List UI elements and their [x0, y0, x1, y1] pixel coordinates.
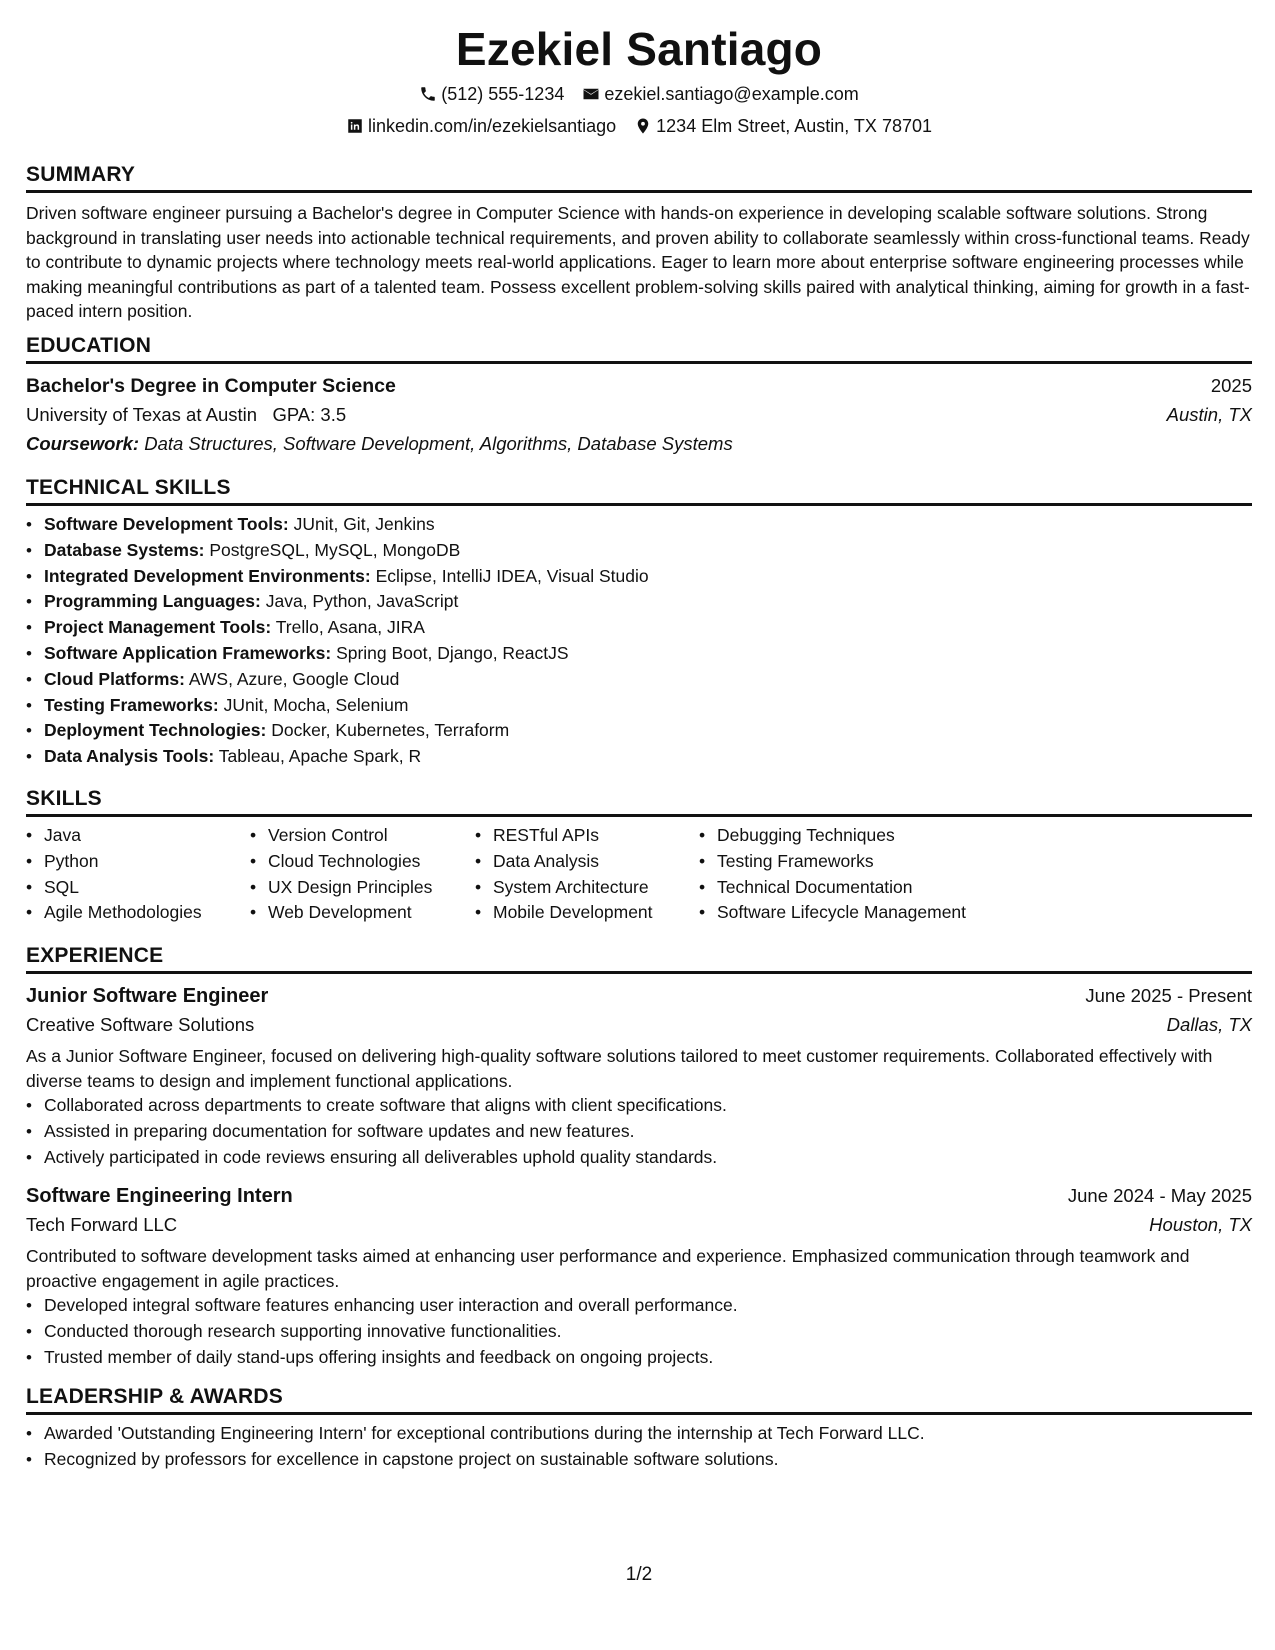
list-item: • UX Design Principles	[268, 875, 475, 901]
graduation-year: 2025	[1210, 375, 1252, 396]
list-item: • Version Control	[268, 823, 475, 849]
list-item: • Software Lifecycle Management	[717, 900, 1017, 926]
job-bullets	[26, 1093, 1252, 1170]
section-title: TECHNICAL SKILLS	[26, 476, 231, 499]
section-divider	[26, 971, 1252, 974]
list-item: • RESTful APIs	[493, 823, 699, 849]
skill-category: Software Application Frameworks:	[44, 642, 332, 663]
skill-category: Deployment Technologies:	[44, 720, 267, 741]
job-company-row	[26, 1210, 1252, 1240]
list-item: • Cloud Technologies	[268, 849, 475, 875]
list-item: • Actively participated in code reviews ensuring all deliverables uphold quality standards.	[44, 1145, 1252, 1171]
page-number: 1/2	[625, 1564, 653, 1585]
job-dates: June 2024 - May 2025	[1067, 1185, 1252, 1207]
contact-row-1	[26, 84, 1252, 104]
job-entry	[26, 982, 1252, 1170]
map-pin-icon	[634, 117, 652, 135]
job-company-row	[26, 1010, 1252, 1040]
education-section	[26, 333, 1252, 459]
skill-values: Spring Boot, Django, ReactJS	[336, 642, 569, 663]
linkedin-icon	[346, 117, 364, 135]
job-summary: Contributed to software development tasks aimed at enhancing user performance and experience. Emphasized communication through teamwork and proactive engagement in agile practices.	[26, 1246, 1190, 1291]
list-item	[44, 512, 1252, 538]
skills-column	[26, 823, 250, 926]
email-address[interactable]: ezekiel.santiago@example.com	[604, 84, 859, 104]
list-item: • Web Development	[268, 900, 475, 926]
degree-name: Bachelor's Degree in Computer Science	[26, 375, 396, 397]
skill-category: Database Systems:	[44, 539, 205, 560]
job-bullets	[26, 1293, 1252, 1370]
skill-values: Tableau, Apache Spark, R	[218, 746, 422, 767]
list-item	[44, 564, 1252, 590]
linkedin-contact[interactable]	[346, 116, 616, 136]
list-item: • Testing Frameworks	[717, 849, 1017, 875]
list-item: • Recognized by professors for excellence in capstone project on sustainable software solutions.	[44, 1447, 1252, 1473]
section-title: EXPERIENCE	[26, 944, 164, 967]
list-item: • SQL	[44, 875, 250, 901]
education-school-row	[26, 400, 1252, 429]
skill-category: Testing Frameworks:	[44, 694, 219, 715]
contact-row-2	[26, 116, 1252, 136]
job-header-row	[26, 1182, 1252, 1210]
gpa: GPA: 3.5	[272, 404, 347, 425]
list-item	[44, 615, 1252, 641]
envelope-icon	[582, 85, 600, 103]
list-item	[44, 744, 1252, 770]
coursework-list: Data Structures, Software Development, Algorithms, Database Systems	[144, 433, 733, 454]
section-divider	[26, 361, 1252, 364]
list-item: • Debugging Techniques	[717, 823, 1017, 849]
job-location: Houston, TX	[1149, 1214, 1252, 1236]
skill-values: Docker, Kubernetes, Terraform	[271, 720, 510, 741]
job-dates: June 2025 - Present	[1085, 985, 1252, 1006]
list-item: • Conducted thorough research supporting innovative functionalities.	[44, 1319, 1252, 1345]
skill-category: Cloud Platforms:	[44, 668, 185, 689]
candidate-name: Ezekiel Santiago	[455, 23, 823, 75]
skills-column	[699, 823, 1017, 926]
list-item: • System Architecture	[493, 875, 699, 901]
job-summary: As a Junior Software Engineer, focused on delivering high-quality software solutions tailored to meet customer requirements. Collaborated effectively with diverse teams to design and implement functional applications.	[26, 1046, 1213, 1091]
job-entry	[26, 1182, 1252, 1370]
section-title: EDUCATION	[26, 334, 152, 357]
phone-icon	[419, 85, 437, 103]
list-item: • Python	[44, 849, 250, 875]
school-name: University of Texas at Austin	[26, 404, 258, 425]
school-info	[26, 400, 346, 429]
skill-values: PostgreSQL, MySQL, MongoDB	[209, 539, 461, 560]
list-item	[44, 693, 1252, 719]
technical-skills-list	[26, 512, 1252, 770]
awards-section	[26, 1384, 1252, 1473]
section-divider	[26, 190, 1252, 193]
job-title: Junior Software Engineer	[26, 985, 269, 1007]
list-item: • Collaborated across departments to create software that aligns with client specifications.	[44, 1093, 1252, 1119]
skills-grid	[26, 823, 1252, 926]
section-divider	[26, 1412, 1252, 1415]
phone-number: (512) 555-1234	[441, 84, 565, 104]
section-title: LEADERSHIP & AWARDS	[26, 1385, 283, 1408]
street-address: 1234 Elm Street, Austin, TX 78701	[656, 116, 932, 136]
list-item: • Agile Methodologies	[44, 900, 250, 926]
list-item	[44, 718, 1252, 744]
coursework-row	[26, 429, 1252, 459]
list-item: • Awarded 'Outstanding Engineering Intern' for exceptional contributions during the internship at Tech Forward LLC.	[44, 1421, 1252, 1447]
list-item: • Trusted member of daily stand-ups offering insights and feedback on ongoing projects.	[44, 1345, 1252, 1371]
school-location: Austin, TX	[1166, 404, 1252, 425]
skill-category: Integrated Development Environments:	[44, 565, 371, 586]
resume-page	[26, 0, 1252, 1585]
skill-category: Programming Languages:	[44, 591, 261, 612]
list-item	[44, 538, 1252, 564]
section-divider	[26, 503, 1252, 506]
technical-skills-section	[26, 475, 1252, 770]
list-item: • Developed integral software features enhancing user interaction and overall performance.	[44, 1293, 1252, 1319]
linkedin-url[interactable]: linkedin.com/in/ezekielsantiago	[368, 116, 617, 136]
section-divider	[26, 814, 1252, 817]
list-item: • Java	[44, 823, 250, 849]
skill-values: Java, Python, JavaScript	[265, 591, 459, 612]
list-item: • Mobile Development	[493, 900, 699, 926]
skill-category: Project Management Tools:	[44, 617, 272, 638]
company-name: Creative Software Solutions	[26, 1014, 255, 1035]
email-contact[interactable]	[582, 84, 858, 104]
job-title: Software Engineering Intern	[26, 1185, 293, 1208]
summary-section	[26, 162, 1252, 324]
skill-values: JUnit, Git, Jenkins	[293, 514, 435, 534]
list-item: • Assisted in preparing documentation for software updates and new features.	[44, 1119, 1252, 1145]
education-header-row	[26, 372, 1252, 400]
skill-values: Eclipse, IntelliJ IDEA, Visual Studio	[375, 565, 649, 586]
address-contact	[634, 116, 932, 136]
job-header-row	[26, 982, 1252, 1010]
skill-category: Software Development Tools:	[44, 514, 289, 534]
skill-values: AWS, Azure, Google Cloud	[188, 668, 400, 689]
skill-values: JUnit, Mocha, Selenium	[223, 694, 409, 715]
skill-values: Trello, Asana, JIRA	[275, 617, 425, 638]
list-item: • Technical Documentation	[717, 875, 1017, 901]
skills-section	[26, 786, 1252, 926]
company-name: Tech Forward LLC	[26, 1214, 178, 1236]
list-item	[44, 589, 1252, 615]
phone-contact	[419, 84, 564, 104]
list-item: • Data Analysis	[493, 849, 699, 875]
summary-text: Driven software engineer pursuing a Bachelor's degree in Computer Science with hands-on experience in developing scalable software solutions. Strong background in translating user needs into actionable technical requirements, and proven ability to collaborate seamlessly within cross-functional teams. Ready to contribute to dynamic projects where technology meets real-world applications. Eager to learn more about enterprise software engineering processes while making meaningful contributions as part of a talented team. Possess excellent problem-solving skills paired with analytical thinking, aiming for growth in a fast-paced intern position.	[26, 203, 1250, 321]
list-item	[44, 641, 1252, 667]
section-title: SUMMARY	[26, 163, 136, 186]
list-item	[44, 667, 1252, 693]
job-location: Dallas, TX	[1166, 1014, 1252, 1035]
section-title: SKILLS	[26, 787, 102, 810]
awards-list	[26, 1421, 1252, 1473]
skills-column	[250, 823, 475, 926]
experience-section	[26, 943, 1252, 1371]
skill-category: Data Analysis Tools:	[44, 746, 215, 767]
skills-column	[475, 823, 699, 926]
coursework-label: Coursework:	[26, 433, 140, 454]
